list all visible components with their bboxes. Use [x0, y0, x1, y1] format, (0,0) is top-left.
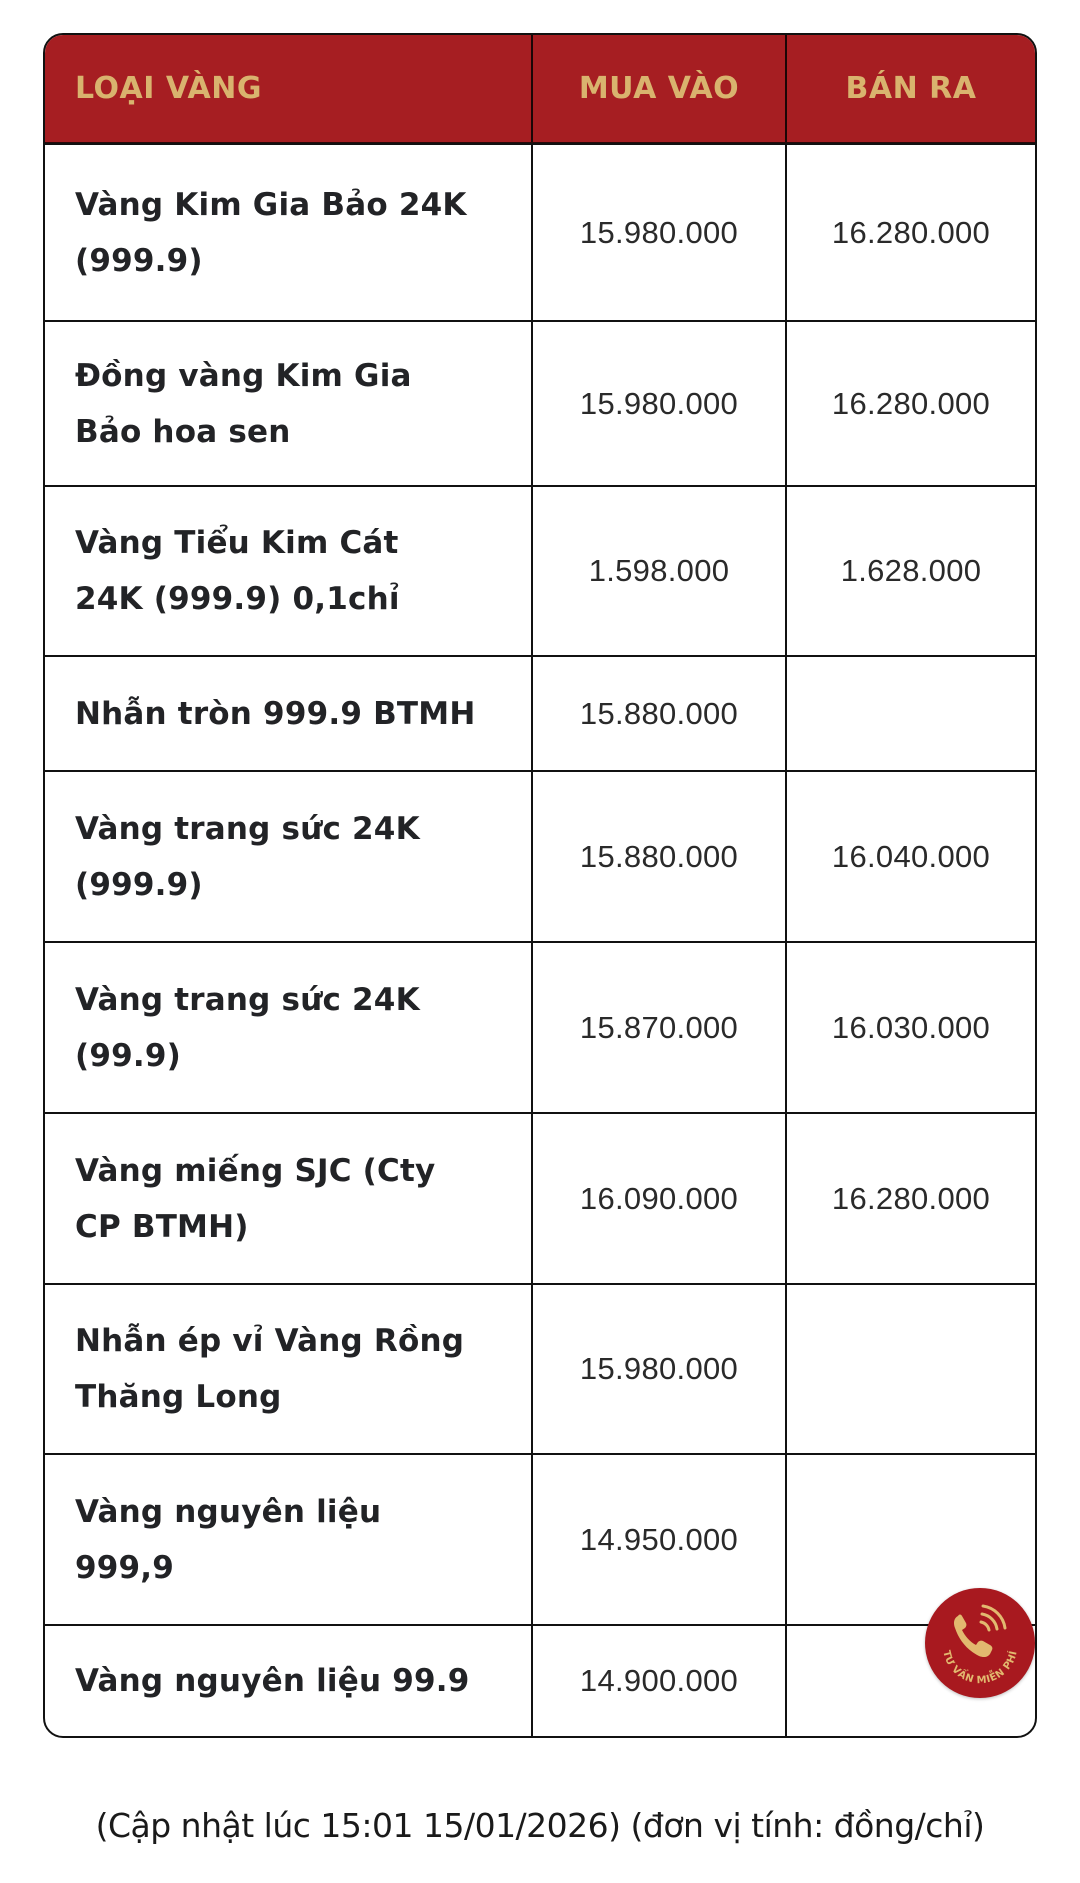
- gold-type-cell: Đồng vàng Kim Gia Bảo hoa sen: [75, 357, 412, 450]
- gold-type-cell: Vàng nguyên liệu 99.9: [75, 1663, 470, 1699]
- sell-price-cell: 16.280.000: [785, 1114, 1035, 1283]
- gold-type-cell: Nhẫn ép vỉ Vàng Rồng Thăng Long: [75, 1323, 465, 1415]
- sell-price-cell: 16.030.000: [785, 943, 1035, 1112]
- header-buy: MUA VÀO: [531, 35, 785, 142]
- gold-type-cell: Vàng trang sức 24K (99.9): [75, 981, 420, 1074]
- sell-price-cell: 16.040.000: [785, 772, 1035, 941]
- table-header-row: [45, 35, 1035, 143]
- table-row: [45, 1624, 1035, 1736]
- buy-price-cell: 15.870.000: [531, 943, 785, 1112]
- gold-type-cell: Vàng Kim Gia Bảo 24K (999.9): [75, 186, 467, 279]
- table-row: [45, 1112, 1035, 1283]
- table-row: [45, 941, 1035, 1112]
- table-row: [45, 485, 1035, 655]
- buy-price-cell: 16.090.000: [531, 1114, 785, 1283]
- update-time-and-unit-note: (Cập nhật lúc 15:01 15/01/2026) (đơn vị tính: đồng/chỉ): [95, 1806, 985, 1845]
- gold-type-cell: Vàng trang sức 24K (999.9): [75, 810, 420, 903]
- sell-price-cell: [785, 657, 1035, 770]
- gold-price-table: [43, 33, 1037, 1738]
- free-consultation-call-button[interactable]: [925, 1588, 1035, 1698]
- sell-price-cell: 16.280.000: [785, 322, 1035, 485]
- buy-price-cell: 15.880.000: [531, 772, 785, 941]
- phone-ringing-icon: [925, 1588, 1035, 1698]
- table-row: [45, 143, 1035, 320]
- table-row: [45, 655, 1035, 770]
- sell-price-cell: 16.280.000: [785, 145, 1035, 320]
- buy-price-cell: 14.950.000: [531, 1455, 785, 1624]
- buy-price-cell: 15.980.000: [531, 322, 785, 485]
- buy-price-cell: 15.880.000: [531, 657, 785, 770]
- table-row: [45, 320, 1035, 485]
- buy-price-cell: 15.980.000: [531, 145, 785, 320]
- gold-type-cell: Vàng nguyên liệu 999,9: [75, 1493, 382, 1586]
- buy-price-cell: 14.900.000: [531, 1626, 785, 1736]
- call-button-label: TƯ VẤN MIỄN PHÍ: [940, 1649, 1020, 1687]
- table-row: [45, 770, 1035, 941]
- buy-price-cell: 15.980.000: [531, 1285, 785, 1453]
- buy-price-cell: 1.598.000: [531, 487, 785, 655]
- header-gold-type: LOẠI VÀNG: [75, 71, 263, 106]
- table-body: [45, 143, 1035, 1736]
- sell-price-cell: [785, 1285, 1035, 1453]
- table-row: [45, 1453, 1035, 1624]
- gold-type-cell: Nhẫn tròn 999.9 BTMH: [75, 695, 476, 732]
- gold-type-cell: Vàng miếng SJC (Cty CP BTMH): [75, 1152, 436, 1245]
- table-row: [45, 1283, 1035, 1453]
- gold-type-cell: Vàng Tiểu Kim Cát 24K (999.9) 0,1chỉ: [75, 525, 400, 617]
- header-sell: BÁN RA: [785, 35, 1035, 142]
- sell-price-cell: 1.628.000: [785, 487, 1035, 655]
